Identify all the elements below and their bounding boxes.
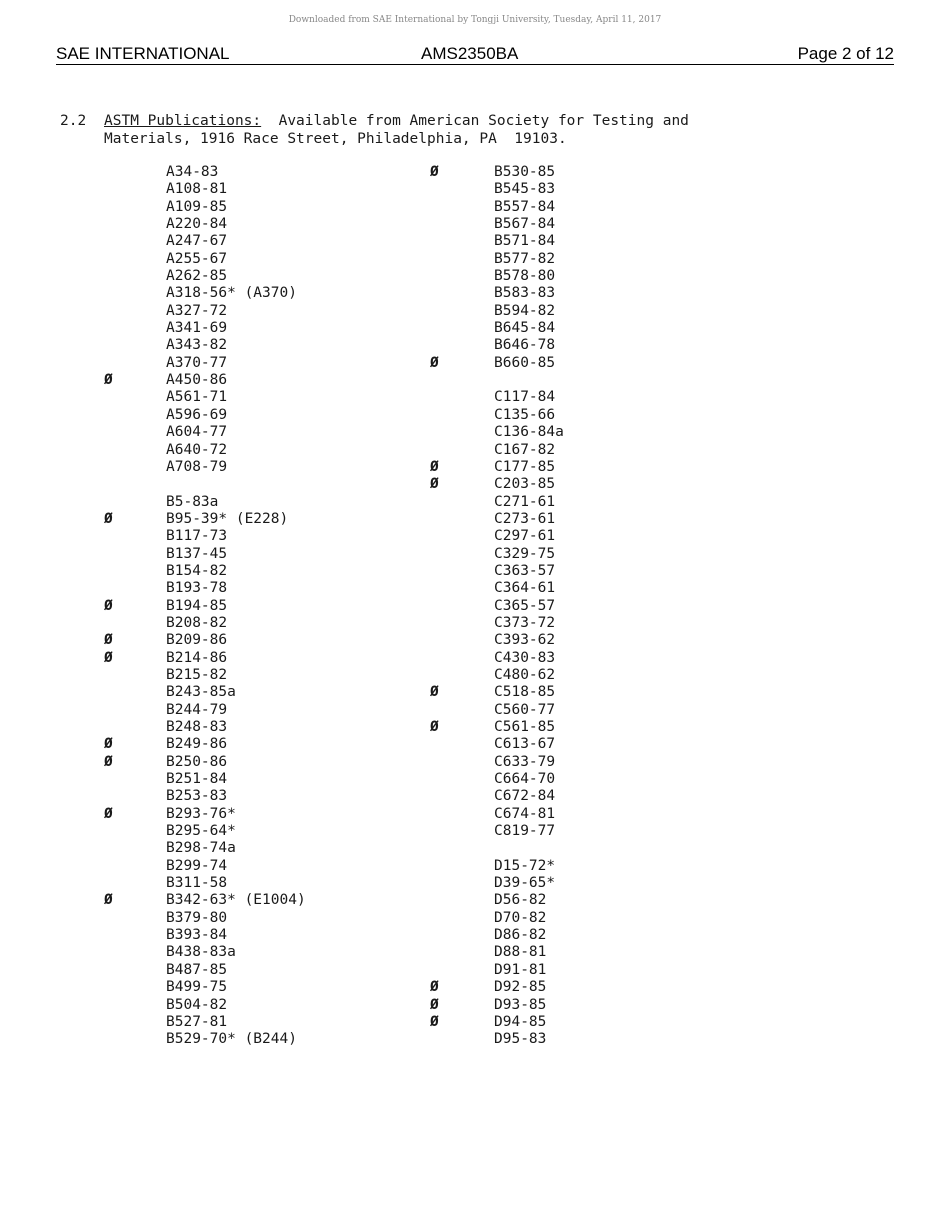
- publication-code: B583-83: [494, 285, 556, 302]
- list-item: [494, 667, 694, 684]
- publication-code: C561-85: [494, 719, 556, 735]
- publication-code: B504-82: [166, 996, 228, 1013]
- publication-code: B577-82: [494, 250, 556, 267]
- publication-code: C136-84a: [494, 424, 564, 441]
- publication-code: D88-81: [494, 944, 547, 961]
- list-item: [494, 736, 694, 753]
- publication-code: B342-63* (E1004): [166, 892, 306, 909]
- publication-code: B571-84: [494, 233, 556, 250]
- document-number: AMS2350BA: [421, 44, 519, 63]
- section-title-rest: Available from American Society for Testing and: [261, 113, 689, 129]
- list-item: [494, 875, 694, 892]
- list-item: [430, 164, 694, 181]
- list-item: [166, 979, 386, 996]
- publication-code: B293-76*: [166, 805, 236, 822]
- publication-code: B243-85a: [166, 684, 236, 701]
- publication-code: D15-72*: [494, 857, 556, 874]
- change-mark: Ø: [104, 510, 113, 527]
- publication-code: C664-70: [494, 771, 556, 788]
- publication-code: B209-86: [166, 632, 228, 649]
- list-item: [166, 771, 386, 788]
- list-item: [494, 546, 694, 563]
- change-mark: Ø: [104, 632, 113, 649]
- publication-code: A247-67: [166, 233, 228, 250]
- list-item: [494, 494, 694, 511]
- publication-code: C365-57: [494, 597, 556, 614]
- list-item: [430, 476, 694, 493]
- publication-code: B248-83: [166, 719, 228, 735]
- left-publication-list: [104, 164, 386, 1049]
- publication-code: D94-85: [494, 1013, 547, 1030]
- list-item: [494, 424, 694, 441]
- list-item: [166, 840, 386, 857]
- publication-code: B567-84: [494, 216, 556, 233]
- list-item: [166, 823, 386, 840]
- publication-code: B298-74a: [166, 840, 236, 857]
- publication-code: B117-73: [166, 528, 228, 545]
- list-item: [166, 563, 386, 580]
- section-address: Materials, 1916 Race Street, Philadelphia, PA 19103.: [104, 131, 567, 147]
- publication-code: D56-82: [494, 892, 547, 909]
- list-item: [494, 285, 694, 302]
- publication-code: C373-72: [494, 614, 556, 631]
- list-item: [494, 251, 694, 268]
- right-publication-list: [430, 164, 694, 1049]
- list-item: [166, 875, 386, 892]
- publication-code: B438-83a: [166, 944, 236, 961]
- list-item: [166, 997, 386, 1014]
- list-item: [166, 684, 386, 701]
- publication-code: B487-85: [166, 961, 228, 978]
- change-mark: Ø: [430, 684, 439, 701]
- publication-code: A370-77: [166, 354, 228, 371]
- list-item: [166, 667, 386, 684]
- publication-code: A708-79: [166, 458, 228, 475]
- list-item: [494, 944, 694, 961]
- publication-code: C819-77: [494, 823, 556, 840]
- list-item: [494, 303, 694, 320]
- list-item: [166, 181, 386, 198]
- list-item: [166, 233, 386, 250]
- publication-code: C363-57: [494, 562, 556, 579]
- page-header: [56, 44, 894, 65]
- list-item: [166, 910, 386, 927]
- page-indicator: Page 2 of 12: [797, 44, 894, 63]
- section-title: ASTM Publications:: [104, 113, 262, 129]
- publication-code: D91-81: [494, 961, 547, 978]
- publication-code: C480-62: [494, 666, 556, 683]
- list-item: [494, 199, 694, 216]
- list-item: [166, 546, 386, 563]
- list-item: [104, 632, 386, 649]
- change-mark: Ø: [104, 372, 113, 389]
- list-item: [494, 216, 694, 233]
- publication-code: B529-70* (B244): [166, 1031, 297, 1048]
- publication-code: C674-81: [494, 805, 556, 822]
- publication-code: B244-79: [166, 701, 228, 718]
- list-item: [430, 1013, 694, 1031]
- publication-code: B393-84: [166, 927, 228, 944]
- publication-code: B154-82: [166, 562, 228, 579]
- list-item: [494, 580, 694, 597]
- publication-code: A561-71: [166, 389, 228, 406]
- list-item: [104, 892, 386, 909]
- publication-code: B557-84: [494, 198, 556, 215]
- list-item: [430, 979, 694, 996]
- list-item: [494, 181, 694, 198]
- publication-code: C329-75: [494, 545, 556, 562]
- list-spacer: [494, 372, 694, 389]
- publication-code: A318-56* (A370): [166, 285, 297, 302]
- publication-code: B311-58: [166, 875, 228, 892]
- list-item: [104, 753, 386, 771]
- publication-code: C203-85: [494, 476, 556, 493]
- publication-code: C177-85: [494, 458, 556, 475]
- publication-code: C613-67: [494, 736, 556, 753]
- list-item: [166, 337, 386, 354]
- list-item: [166, 389, 386, 406]
- publication-code: C135-66: [494, 406, 556, 423]
- list-item: [166, 216, 386, 233]
- change-mark: Ø: [104, 753, 113, 770]
- list-item: [494, 233, 694, 250]
- publication-code: A34-83: [166, 164, 219, 180]
- list-item: [494, 823, 694, 840]
- list-item: [166, 251, 386, 268]
- publication-code: A640-72: [166, 441, 228, 458]
- download-note: Downloaded from SAE International by Tongji University, Tuesday, April 11, 2017: [288, 15, 662, 25]
- list-item: [166, 858, 386, 875]
- list-item: [104, 805, 386, 823]
- publication-code: A596-69: [166, 406, 228, 423]
- change-mark: Ø: [104, 805, 113, 822]
- list-item: [104, 649, 386, 667]
- list-item: [494, 806, 694, 823]
- list-item: [494, 632, 694, 649]
- publication-code: C271-61: [494, 493, 556, 510]
- publication-code: D92-85: [494, 979, 547, 996]
- list-item: [494, 788, 694, 805]
- list-item: [166, 320, 386, 337]
- list-item: [494, 927, 694, 944]
- list-item: [166, 1031, 386, 1048]
- list-item: [494, 511, 694, 528]
- publication-code: B249-86: [166, 736, 228, 753]
- change-mark: Ø: [430, 354, 439, 371]
- list-item: [494, 962, 694, 979]
- publication-code: B193-78: [166, 580, 228, 597]
- list-item: [166, 407, 386, 424]
- publication-code: A450-86: [166, 372, 228, 389]
- list-item: [104, 510, 386, 528]
- list-item: [494, 615, 694, 632]
- publication-code: B194-85: [166, 597, 228, 614]
- list-item: [494, 598, 694, 615]
- change-mark: Ø: [104, 892, 113, 909]
- publication-code: B253-83: [166, 788, 228, 805]
- list-item: [494, 442, 694, 459]
- publication-code: D70-82: [494, 909, 547, 926]
- publication-code: B5-83a: [166, 493, 219, 510]
- list-item: [494, 754, 694, 771]
- publication-code: B299-74: [166, 857, 228, 874]
- list-item: [430, 719, 694, 736]
- publication-code: C672-84: [494, 788, 556, 805]
- publication-code: B646-78: [494, 337, 556, 354]
- list-item: [166, 528, 386, 545]
- list-item: [166, 268, 386, 285]
- publication-code: B499-75: [166, 979, 228, 996]
- change-mark: Ø: [104, 649, 113, 666]
- change-mark: Ø: [104, 597, 113, 614]
- publication-code: B215-82: [166, 666, 228, 683]
- publication-code: C560-77: [494, 701, 556, 718]
- publication-code: C297-61: [494, 528, 556, 545]
- publication-code: C364-61: [494, 580, 556, 597]
- list-item: [494, 563, 694, 580]
- list-item: [166, 459, 386, 476]
- list-item: [494, 650, 694, 667]
- list-item: [166, 494, 386, 511]
- publication-code: B594-82: [494, 302, 556, 319]
- publication-code: A327-72: [166, 302, 228, 319]
- publication-code: B214-86: [166, 649, 228, 666]
- publication-code: A255-67: [166, 250, 228, 267]
- publication-code: C273-61: [494, 510, 556, 527]
- publication-code: D39-65*: [494, 875, 556, 892]
- list-item: [166, 927, 386, 944]
- list-item: [166, 1014, 386, 1031]
- list-item: [430, 996, 694, 1014]
- list-item: [494, 268, 694, 285]
- publication-code: A604-77: [166, 424, 228, 441]
- publication-code: B295-64*: [166, 823, 236, 840]
- list-item: [166, 164, 386, 181]
- list-item: [494, 1031, 694, 1048]
- section-number: 2.2: [60, 113, 87, 129]
- change-mark: Ø: [430, 979, 439, 996]
- list-item: [166, 615, 386, 632]
- publication-code: C430-83: [494, 649, 556, 666]
- publication-code: C117-84: [494, 389, 556, 406]
- change-mark: Ø: [430, 1013, 439, 1030]
- list-item: [166, 944, 386, 961]
- publication-code: C633-79: [494, 753, 556, 770]
- change-mark: Ø: [104, 736, 113, 753]
- list-spacer: [494, 840, 694, 857]
- list-item: [166, 719, 386, 736]
- list-item: [104, 372, 386, 389]
- publication-code: A109-85: [166, 198, 228, 215]
- list-item: [166, 962, 386, 979]
- list-item: [104, 597, 386, 615]
- change-mark: Ø: [430, 164, 439, 180]
- publication-code: B578-80: [494, 268, 556, 285]
- list-item: [166, 199, 386, 216]
- list-item: [494, 771, 694, 788]
- list-item: [494, 910, 694, 927]
- publication-code: B527-81: [166, 1013, 228, 1030]
- publication-code: D93-85: [494, 996, 547, 1013]
- list-item: [494, 892, 694, 909]
- list-item: [430, 684, 694, 701]
- list-item: [166, 303, 386, 320]
- publication-code: A262-85: [166, 268, 228, 285]
- section-heading: [104, 113, 689, 129]
- publication-code: C167-82: [494, 441, 556, 458]
- list-item: [494, 528, 694, 545]
- list-item: [494, 320, 694, 337]
- list-item: [166, 580, 386, 597]
- publication-code: B545-83: [494, 181, 556, 198]
- publication-code: B660-85: [494, 354, 556, 371]
- list-item: [430, 458, 694, 476]
- list-item: [166, 285, 386, 302]
- list-item: [430, 354, 694, 372]
- publication-code: A343-82: [166, 337, 228, 354]
- publication-code: B95-39* (E228): [166, 510, 289, 527]
- list-item: [166, 442, 386, 459]
- change-mark: Ø: [430, 996, 439, 1013]
- publication-code: B250-86: [166, 753, 228, 770]
- change-mark: Ø: [430, 719, 439, 735]
- publisher-name: SAE INTERNATIONAL: [56, 44, 230, 63]
- list-item: [166, 788, 386, 805]
- list-item: [494, 858, 694, 875]
- publication-code: B208-82: [166, 614, 228, 631]
- publication-code: D86-82: [494, 927, 547, 944]
- list-item: [494, 389, 694, 406]
- list-item: [494, 407, 694, 424]
- change-mark: Ø: [430, 476, 439, 493]
- publication-code: A341-69: [166, 320, 228, 337]
- publication-code: B379-80: [166, 909, 228, 926]
- publication-code: C518-85: [494, 684, 556, 701]
- publication-code: A220-84: [166, 216, 228, 233]
- change-mark: Ø: [430, 458, 439, 475]
- publication-code: C393-62: [494, 632, 556, 649]
- list-item: [166, 355, 386, 372]
- publication-code: B251-84: [166, 771, 228, 788]
- list-item: [494, 337, 694, 354]
- list-item: [104, 736, 386, 753]
- list-item: [166, 702, 386, 719]
- publication-code: B645-84: [494, 320, 556, 337]
- publication-code: B530-85: [494, 164, 556, 180]
- list-item: [494, 702, 694, 719]
- list-spacer: [166, 476, 386, 493]
- publication-code: B137-45: [166, 545, 228, 562]
- list-item: [166, 424, 386, 441]
- publication-code: A108-81: [166, 181, 228, 198]
- publication-code: D95-83: [494, 1031, 547, 1048]
